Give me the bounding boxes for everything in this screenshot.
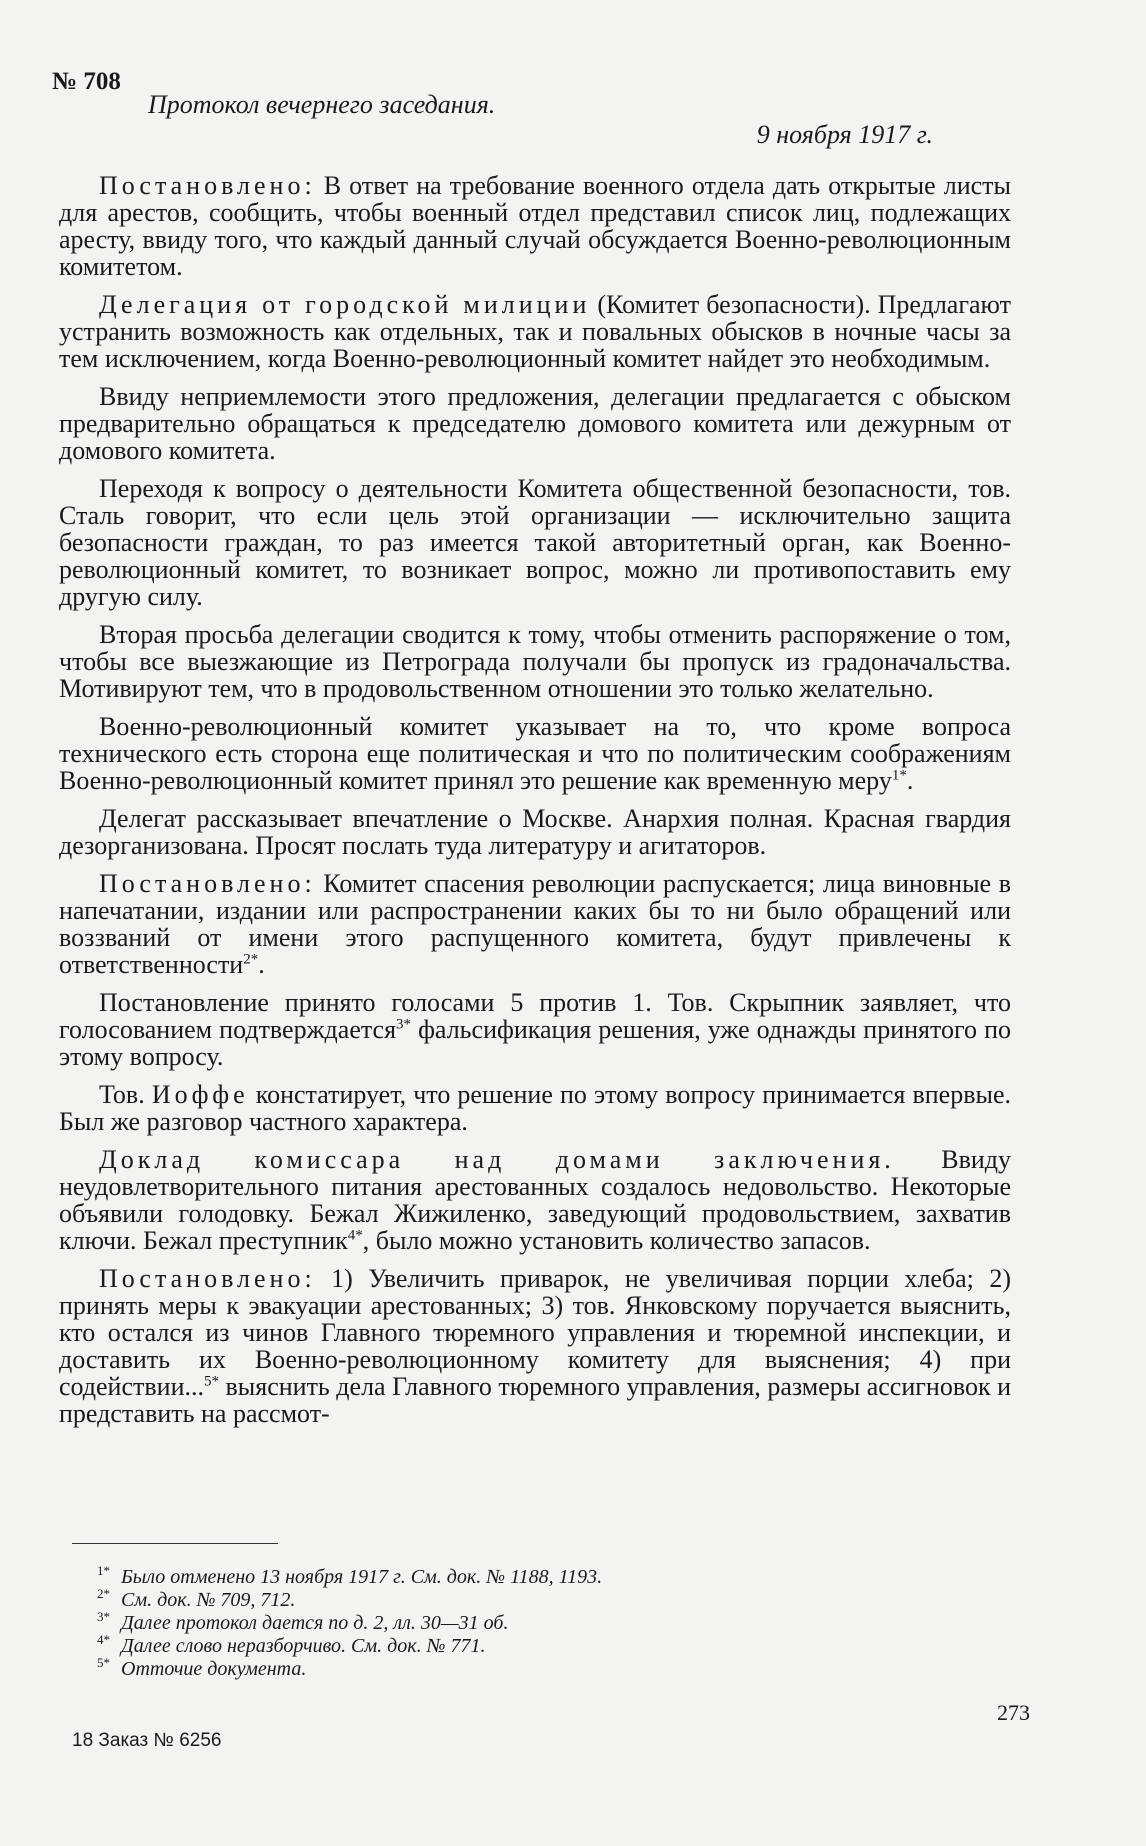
paragraph: Переходя к вопросу о деятельности Комитета общественной безопасности, тов. Сталь говорит, что если цель этой организации — исключительно защита безопасности граждан, то раз имеется такой авторитетный орган, как Военно-революционный комитет, то возникает вопрос, можно ли противопоставить ему другую силу.: [59, 474, 1011, 611]
page-number: 273: [997, 1700, 1030, 1725]
print-signature: 18 Заказ № 6256: [72, 1730, 222, 1751]
document-body: [59, 172, 1011, 1438]
paragraph: Постановлено: 1) Увеличить приварок, не увеличивая порции хлеба; 2) принять меры к эвакуации арестованных; 3) тов. Янковскому поручается выяснить, кто остался из чинов Главного тюремного управления и тюремной инспекции, и доставить их Военно-революционному комитету для выяснения; 4) при содействии...$^{5*}$ выяснить дела Главного тюремного управления, размеры ассигновок и представить на рассмот-: [59, 1264, 1011, 1428]
paragraph: Постановление принято голосами 5 против 1. Тов. Скрыпник заявляет, что голосованием подтверждается$^{3*}$ фальсификация решения, уже однажды принятого по этому вопросу.: [59, 988, 1011, 1071]
footnote-ref: 5*: [203, 1373, 219, 1390]
footnote: $^{5*}$ Отточие документа.: [97, 1655, 307, 1680]
paragraph: Военно-революционный комитет указывает на то, что кроме вопроса технического есть сторона еще политическая и что по политическим соображениям Военно-революционный комитет принял это решение как временную меру$^{1*}$.: [59, 712, 1011, 795]
footnote-ref: 1*: [891, 767, 907, 784]
paragraph: Постановлено: В ответ на требование военного отдела дать открытые листы для арестов, сообщить, чтобы военный отдел представил список лиц, подлежащих аресту, ввиду того, что каждый данный случай обсуждается Военно-революционным комитетом.: [59, 171, 1011, 281]
footnote-ref: 3*: [396, 1016, 412, 1033]
footnote: $^{1*}$ Было отменено 13 ноября 1917 г. См. док. № 1188, 1193.: [97, 1563, 603, 1588]
footnote: $^{3*}$ Далее протокол дается по д. 2, лл. 30—31 об.: [97, 1609, 509, 1634]
paragraph: Доклад комиссара над домами заключения. Ввиду неудовлетворительного питания арестованных создалось недовольство. Некоторые объявили голодовку. Бежал Жижиленко, заведующий продовольствием, захватив ключи. Бежал преступник$^{4*}$, было можно установить количество запасов.: [59, 1145, 1011, 1255]
paragraph: Тов. Иоффе констатирует, что решение по этому вопросу принимается впервые. Был же разговор частного характера.: [59, 1080, 1012, 1136]
document-number: № 708: [52, 68, 121, 95]
paragraph: Постановлено: Комитет спасения революции распускается; лица виновные в напечатании, издании или распространении каких бы то ни было обращений или воззваний от имени этого распущенного комитета, будут привлечены к ответственности$^{2*}$.: [59, 869, 1011, 979]
footnotes: [97, 1563, 603, 1681]
footnote: $^{2*}$ См. док. № 709, 712.: [97, 1586, 296, 1611]
paragraph: Делегация от городской милиции (Комитет безопасности). Предлагают устранить возможность как отдельных, так и повальных обысков в ночные часы за тем исключением, когда Военно-революционный комитет найдет это необходимым.: [59, 290, 1011, 373]
paragraph: Делегат рассказывает впечатление о Москве. Анархия полная. Красная гвардия дезорганизована. Просят послать туда литературу и агитаторов.: [59, 804, 1011, 860]
footnote-divider: [72, 1543, 278, 1544]
footnote-ref: 4*: [347, 1227, 363, 1244]
document-title: Протокол вечернего заседания.: [148, 90, 496, 119]
document-date: 9 ноября 1917 г.: [756, 120, 933, 149]
paragraph: Вторая просьба делегации сводится к тому, чтобы отменить распоряжение о том, чтобы все выезжающие из Петрограда получали бы пропуск из градоначальства. Мотивируют тем, что в продовольственном отношении это только желательно.: [59, 620, 1011, 703]
footnote-ref: 2*: [243, 951, 259, 968]
paragraph: Ввиду неприемлемости этого предложения, делегации предлагается с обыском предварительно обращаться к председателю домового комитета или дежурным от домового комитета.: [59, 382, 1011, 465]
footnote: $^{4*}$ Далее слово неразборчиво. См. док. № 771.: [97, 1632, 486, 1657]
